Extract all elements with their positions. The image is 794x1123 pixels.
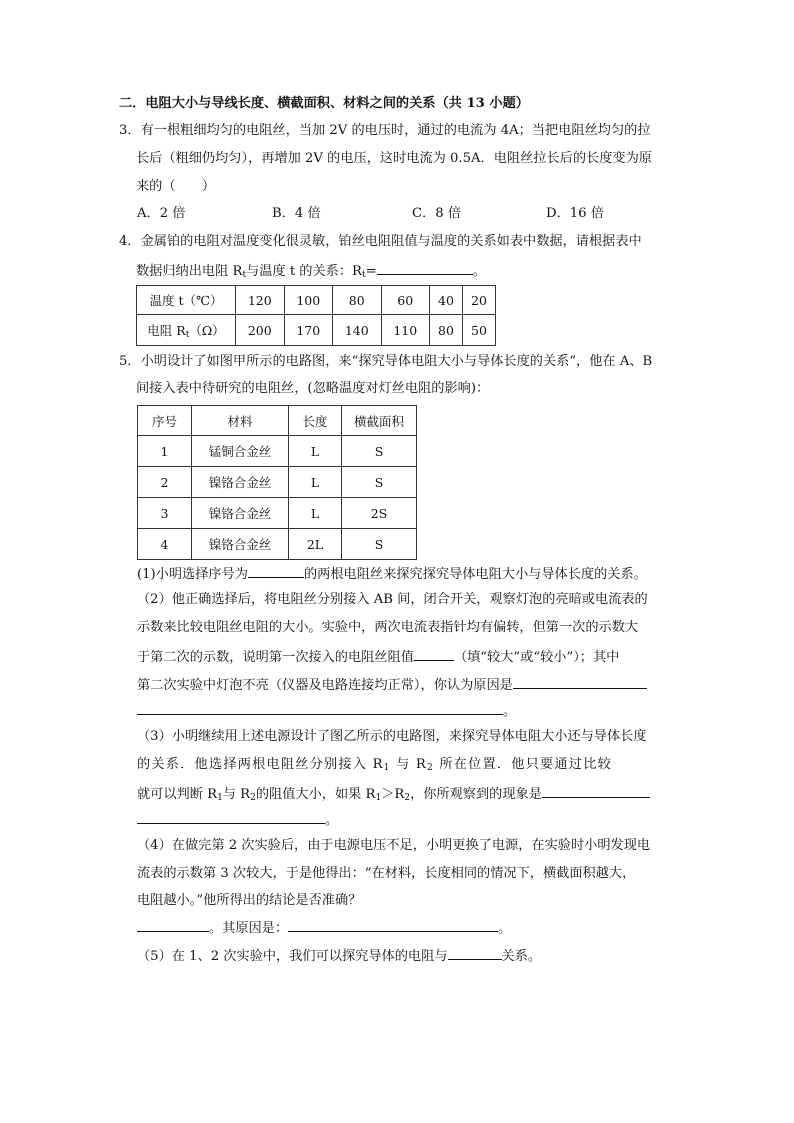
q5-wire-table — [137, 405, 417, 560]
q5-part-4-line-1: （4）在做完第 2 次实验后，由于电源电压不足，小明更换了电源，在实验时小明发现电 — [137, 838, 651, 853]
q5-subscript-1: 1 — [375, 793, 382, 803]
table-cell: 镍铬合金丝 — [192, 498, 289, 529]
q5-part-4-line-4 — [137, 918, 511, 938]
table-cell: S — [342, 436, 417, 467]
table-cell: 镍铬合金丝 — [192, 529, 289, 560]
q5-part-2-line-3-text-b: （填“较大”或“较小”）；其中 — [453, 650, 620, 665]
q5-part-2-line-5-end: 。 — [503, 704, 517, 719]
q5-part-3-line-4-end: 。 — [325, 813, 339, 828]
q5-part-2-line-4 — [137, 675, 647, 695]
q5-part-3-line-3-text-a: 就可以判断 R — [137, 787, 218, 802]
q4-table-cell: 50 — [462, 315, 495, 346]
q5-header-length: 长度 — [289, 406, 342, 436]
q5-part-2-blank-3[interactable] — [137, 701, 503, 715]
q5-part-3-blank-1[interactable] — [542, 784, 650, 798]
table-cell: L — [289, 467, 342, 498]
q5-part-5-text-a: （5）在 1、2 次实验中，我们可以探究导体的电阻与 — [137, 949, 448, 964]
q4-table-cell: 110 — [381, 315, 430, 346]
q5-part-1-text-a: (1)小明选择序号为 — [137, 567, 248, 582]
q5-part-2-line-1: （2）他正确选择后，将电阻丝分别接入 AB 间，闭合开关，观察灯泡的亮暗或电流表的 — [137, 592, 648, 607]
q5-part-3-blank-2[interactable] — [137, 810, 325, 824]
q5-part-2-blank-2[interactable] — [513, 675, 647, 689]
q4-table-head-text-a: 电阻 R — [147, 322, 186, 338]
q5-part-1-text-b: 的两根电阻丝来探究探究导体电阻大小与导体长度的关系。 — [304, 567, 647, 582]
q4-table-cell: 40 — [430, 286, 463, 315]
table-row — [138, 529, 417, 560]
table-cell: L — [289, 498, 342, 529]
q5-subscript-2: 2 — [426, 763, 434, 773]
q5-line-2: 间接入表中待研究的电阻丝，(忽略温度对灯丝电阻的影响)： — [136, 381, 490, 396]
table-cell: L — [289, 436, 342, 467]
q5-table-header-row — [138, 406, 417, 436]
q4-line-2 — [136, 261, 486, 284]
q5-part-2-line-2: 示数来比较电阻丝电阻的大小。实验中，两次电流表指针均有偏转，但第一次的示数大 — [137, 620, 639, 635]
q3-line-1: 3．有一根粗细均匀的电阻丝，当加 2V 的电压时，通过的电流为 4A；当把电阻丝均匀的拉 — [119, 123, 651, 138]
q4-subscript-t-1: t — [242, 270, 247, 280]
q5-part-3-line-3-text-b: 与 R — [222, 787, 251, 802]
q4-table-cell: 120 — [236, 286, 285, 315]
q3-option-b[interactable]: B．4 倍 — [272, 206, 321, 221]
q3-option-c[interactable]: C．8 倍 — [412, 206, 462, 221]
q5-part-3-line-2 — [137, 756, 612, 777]
table-row — [138, 436, 417, 467]
q5-header-index: 序号 — [138, 406, 192, 436]
q5-part-2-line-3 — [137, 647, 619, 667]
q5-part-4-line-3: 电阻越小。”他所得出的结论是否准确？ — [137, 893, 362, 908]
q5-part-3-line-3 — [137, 784, 650, 807]
q4-subscript-t-2: t — [362, 270, 366, 280]
table-cell: 2L — [289, 529, 342, 560]
table-cell: 镍铬合金丝 — [192, 467, 289, 498]
q4-table-head-text-b: （Ω） — [189, 322, 225, 338]
q5-part-2-line-5 — [137, 701, 516, 721]
q5-header-area: 横截面积 — [342, 406, 417, 436]
q4-table-cell: 200 — [236, 315, 285, 346]
section-title: 二．电阻大小与导线长度、横截面积、材料之间的关系（共 13 小题） — [119, 96, 529, 111]
q4-line-2-end: 。 — [472, 264, 486, 279]
table-row — [138, 467, 417, 498]
q5-part-1-blank[interactable] — [248, 564, 304, 578]
q4-line-1: 4．金属铂的电阻对温度变化很灵敏，铂丝电阻阻值与温度的关系如表中数据，请根据表中 — [119, 234, 642, 249]
q4-line-2-text-c: = — [365, 264, 377, 279]
q4-table-head-temperature: 温度 t（℃） — [137, 286, 236, 315]
q5-subscript-1: 1 — [383, 763, 391, 773]
q5-part-4-blank-2[interactable] — [288, 918, 498, 932]
q5-part-5-blank[interactable] — [448, 946, 502, 960]
q5-part-3-line-1: （3）小明继续用上述电源设计了图乙所示的电路图，来探究导体电阻大小还与导体长度 — [137, 729, 647, 744]
table-cell: 4 — [138, 529, 192, 560]
q5-part-5 — [137, 946, 541, 966]
q4-table-row-resistance — [137, 315, 496, 346]
q5-part-3-line-3-text-c: 的阻值大小，如果 R — [255, 787, 376, 802]
q4-data-table — [136, 285, 496, 346]
q5-part-3-line-2-text-b: 与 R — [390, 757, 427, 772]
q3-line-2: 长后（粗细仍均匀），再增加 2V 的电压，这时电流为 0.5A．电阻丝拉长后的长度变为原 — [136, 151, 652, 166]
q5-part-3-line-3-text-e: ，你所观察到的现象是 — [410, 787, 542, 802]
q4-table-cell: 20 — [462, 286, 495, 315]
q5-subscript-2: 2 — [404, 793, 411, 803]
q5-part-4-line-2: 流表的示数第 3 次较大，于是他得出：“在材料，长度相同的情况下，横截面积越大， — [137, 866, 636, 881]
q4-table-row-temperature — [137, 286, 496, 315]
q4-table-cell: 140 — [333, 315, 382, 346]
table-cell: 锰铜合金丝 — [192, 436, 289, 467]
table-cell: S — [342, 467, 417, 498]
q4-line-2-text-a: 数据归纳出电阻 R — [136, 264, 243, 279]
q5-part-3-line-2-text-c: 所在位置．他只要通过比较 — [433, 757, 612, 772]
table-cell: 2S — [342, 498, 417, 529]
q5-part-2-line-3-text-a: 于第二次的示数，说明第一次接入的电阻丝阻值 — [137, 650, 414, 665]
table-cell: 3 — [138, 498, 192, 529]
q5-part-2-blank-1[interactable] — [414, 647, 454, 661]
q4-table-cell: 100 — [284, 286, 333, 315]
q4-line-2-text-b: 与温度 t 的关系：R — [246, 264, 362, 279]
table-cell: 1 — [138, 436, 192, 467]
table-cell: 2 — [138, 467, 192, 498]
table-row — [138, 498, 417, 529]
q4-table-cell: 80 — [333, 286, 382, 315]
table-cell: S — [342, 529, 417, 560]
q3-option-d[interactable]: D．16 倍 — [546, 206, 604, 221]
q4-table-cell: 60 — [381, 286, 430, 315]
q5-part-3-line-4 — [137, 810, 338, 830]
q5-part-3-line-2-text-a: 的关系．他选择两根电阻丝分别接入 R — [137, 757, 384, 772]
q5-part-5-text-b: 关系。 — [501, 949, 542, 964]
q4-table-cell: 80 — [430, 315, 463, 346]
q5-header-material: 材料 — [192, 406, 289, 436]
q5-part-1 — [137, 564, 647, 584]
q5-subscript-2: 2 — [250, 793, 256, 803]
q4-table-head-resistance — [137, 315, 236, 346]
q5-part-4-line-4-text: 。其原因是： — [209, 921, 289, 936]
q5-part-4-line-4-end: 。 — [498, 921, 512, 936]
q5-part-4-blank-1[interactable] — [137, 918, 209, 932]
q5-subscript-1: 1 — [217, 793, 223, 803]
q5-line-1: 5．小明设计了如图甲所示的电路图，来“探究导体电阻大小与导体长度的关系”，他在 A、B — [119, 354, 653, 369]
q5-part-2-line-4-text: 第二次实验中灯泡不亮（仪器及电路连接均正常），你认为原因是 — [137, 678, 513, 693]
q3-option-a[interactable]: A．2 倍 — [137, 206, 186, 221]
q4-table-head-subscript: t — [185, 329, 190, 340]
q3-line-3: 来的（ ） — [136, 179, 216, 194]
q4-table-cell: 170 — [284, 315, 333, 346]
q5-part-3-line-3-text-d: ＞R — [381, 787, 405, 802]
q4-answer-blank[interactable] — [377, 261, 473, 275]
